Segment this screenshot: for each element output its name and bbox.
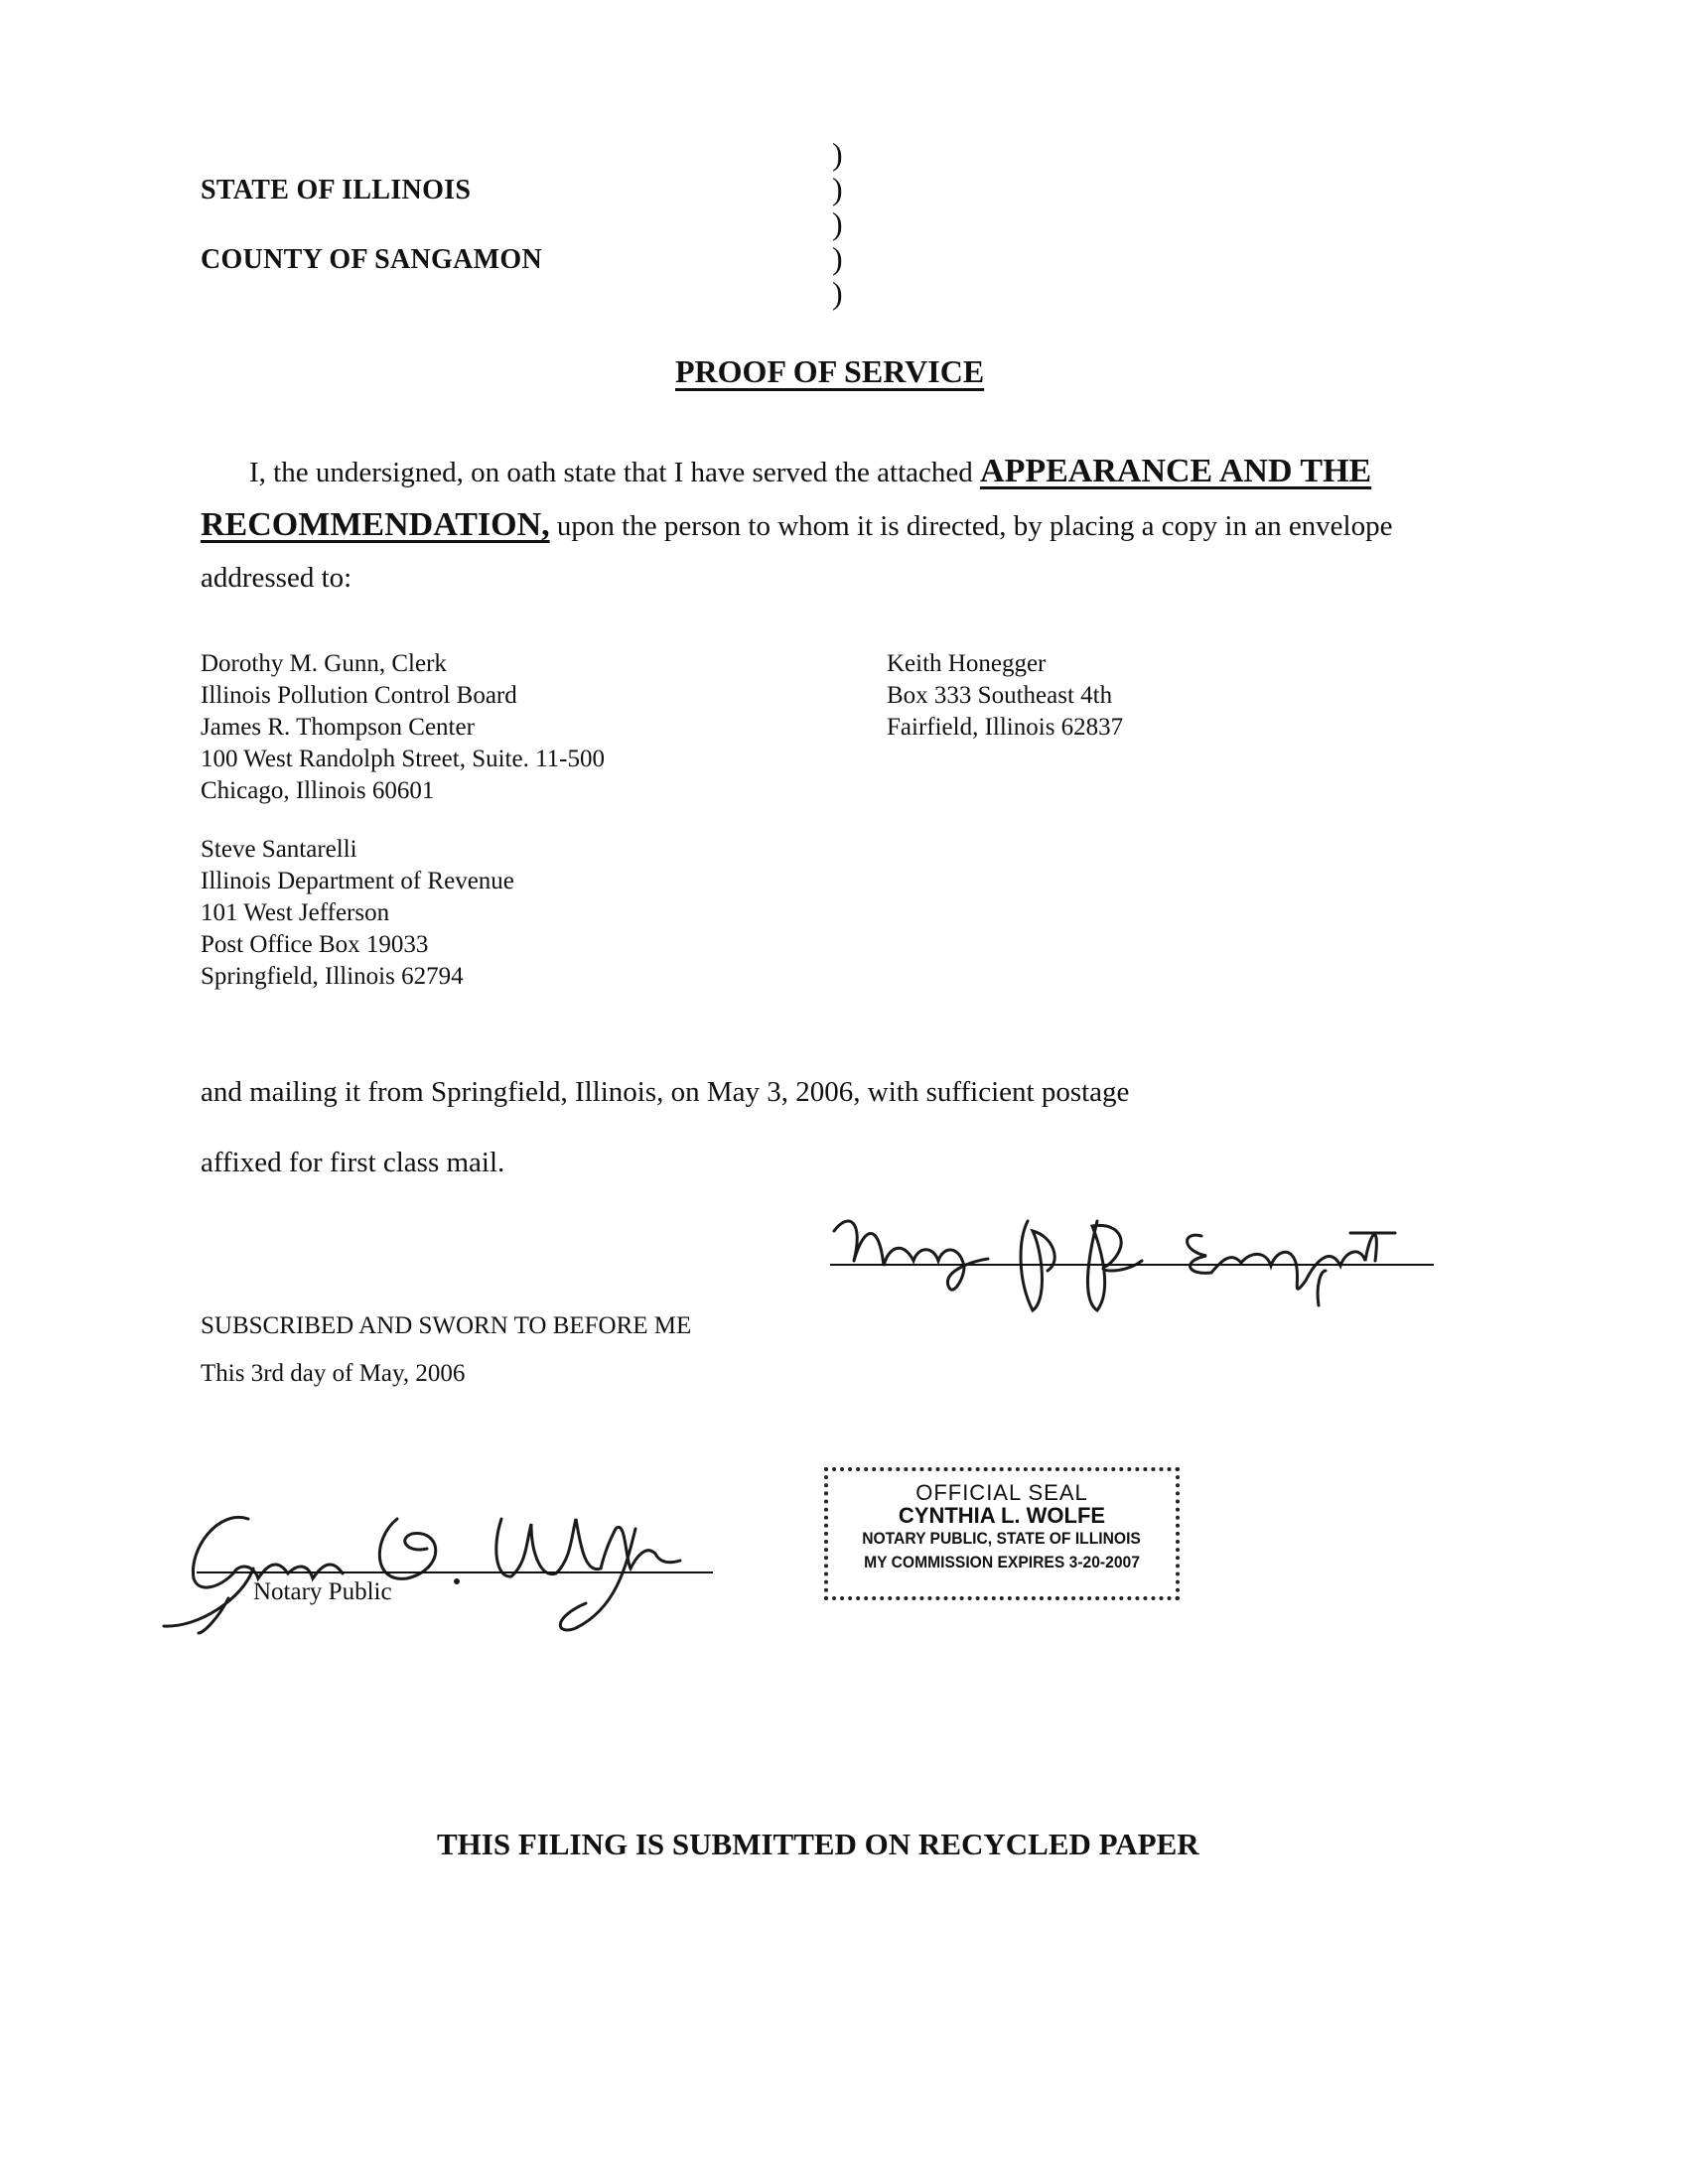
- seal-commission-expiry: MY COMMISSION EXPIRES 3-20-2007: [864, 1553, 1140, 1571]
- notary-signature-line: [197, 1571, 713, 1573]
- address-line: 101 West Jefferson: [201, 899, 390, 926]
- address-line: 100 West Randolph Street, Suite. 11-500: [201, 746, 605, 772]
- address-line: Post Office Box 19033: [201, 931, 429, 958]
- signer-signature: [824, 1191, 1440, 1320]
- sworn-line-2: This 3rd day of May, 2006: [201, 1360, 466, 1387]
- sworn-line-1: SUBSCRIBED AND SWORN TO BEFORE ME: [201, 1312, 692, 1339]
- paren: ): [832, 136, 843, 172]
- caption-state: STATE OF ILLINOIS: [201, 175, 472, 205]
- intro-line-1: [249, 453, 1371, 490]
- official-seal-stamp: [824, 1467, 1180, 1600]
- paren: ): [832, 205, 843, 241]
- address-line: Fairfield, Illinois 62837: [887, 714, 1124, 741]
- mailing-line-1: and mailing it from Springfield, Illinois, on May 3, 2006, with sufficient postage: [201, 1076, 1130, 1108]
- address-line: Dorothy M. Gunn, Clerk: [201, 650, 447, 677]
- recycled-paper-footer: THIS FILING IS SUBMITTED ON RECYCLED PAPER: [437, 1827, 1199, 1861]
- address-line: Box 333 Southeast 4th: [887, 682, 1113, 709]
- address-line: Steve Santarelli: [201, 836, 357, 863]
- signer-signature-line: [830, 1264, 1434, 1266]
- mailing-line-2: affixed for first class mail.: [201, 1147, 505, 1178]
- intro-line-2: [201, 506, 1393, 544]
- paren: ): [832, 240, 843, 276]
- seal-notary-name: CYNTHIA L. WOLFE: [898, 1503, 1106, 1528]
- intro-line-3: addressed to:: [201, 562, 352, 594]
- address-line: Springfield, Illinois 62794: [201, 963, 464, 990]
- address-line: James R. Thompson Center: [201, 714, 475, 741]
- document-title: PROOF OF SERVICE: [675, 353, 985, 389]
- address-line: Illinois Pollution Control Board: [201, 682, 517, 709]
- intro-emphasis-1: APPEARANCE AND THE: [980, 453, 1372, 489]
- address-block-santarelli: [201, 834, 514, 993]
- seal-notary-state: NOTARY PUBLIC, STATE OF ILLINOIS: [862, 1529, 1142, 1548]
- address-line: Illinois Department of Revenue: [201, 868, 514, 894]
- intro-prefix: I, the undersigned, on oath state that I have served the attached: [249, 457, 981, 488]
- address-block-honegger: [887, 648, 1123, 744]
- seal-heading: OFFICIAL SEAL: [915, 1480, 1088, 1505]
- caption-county: COUNTY OF SANGAMON: [201, 244, 542, 275]
- intro-emphasis-2: RECOMMENDATION,: [201, 506, 550, 543]
- address-block-gunn: [201, 648, 605, 807]
- notary-public-label: Notary Public: [253, 1578, 392, 1605]
- address-line: Keith Honegger: [887, 650, 1047, 677]
- caption-parentheses: [832, 137, 843, 311]
- intro-suffix: upon the person to whom it is directed, by placing a copy in an envelope: [549, 510, 1393, 542]
- address-line: Chicago, Illinois 60601: [201, 777, 435, 804]
- notary-signature: [159, 1469, 725, 1638]
- paren: ): [832, 171, 843, 206]
- paren: ): [832, 275, 843, 311]
